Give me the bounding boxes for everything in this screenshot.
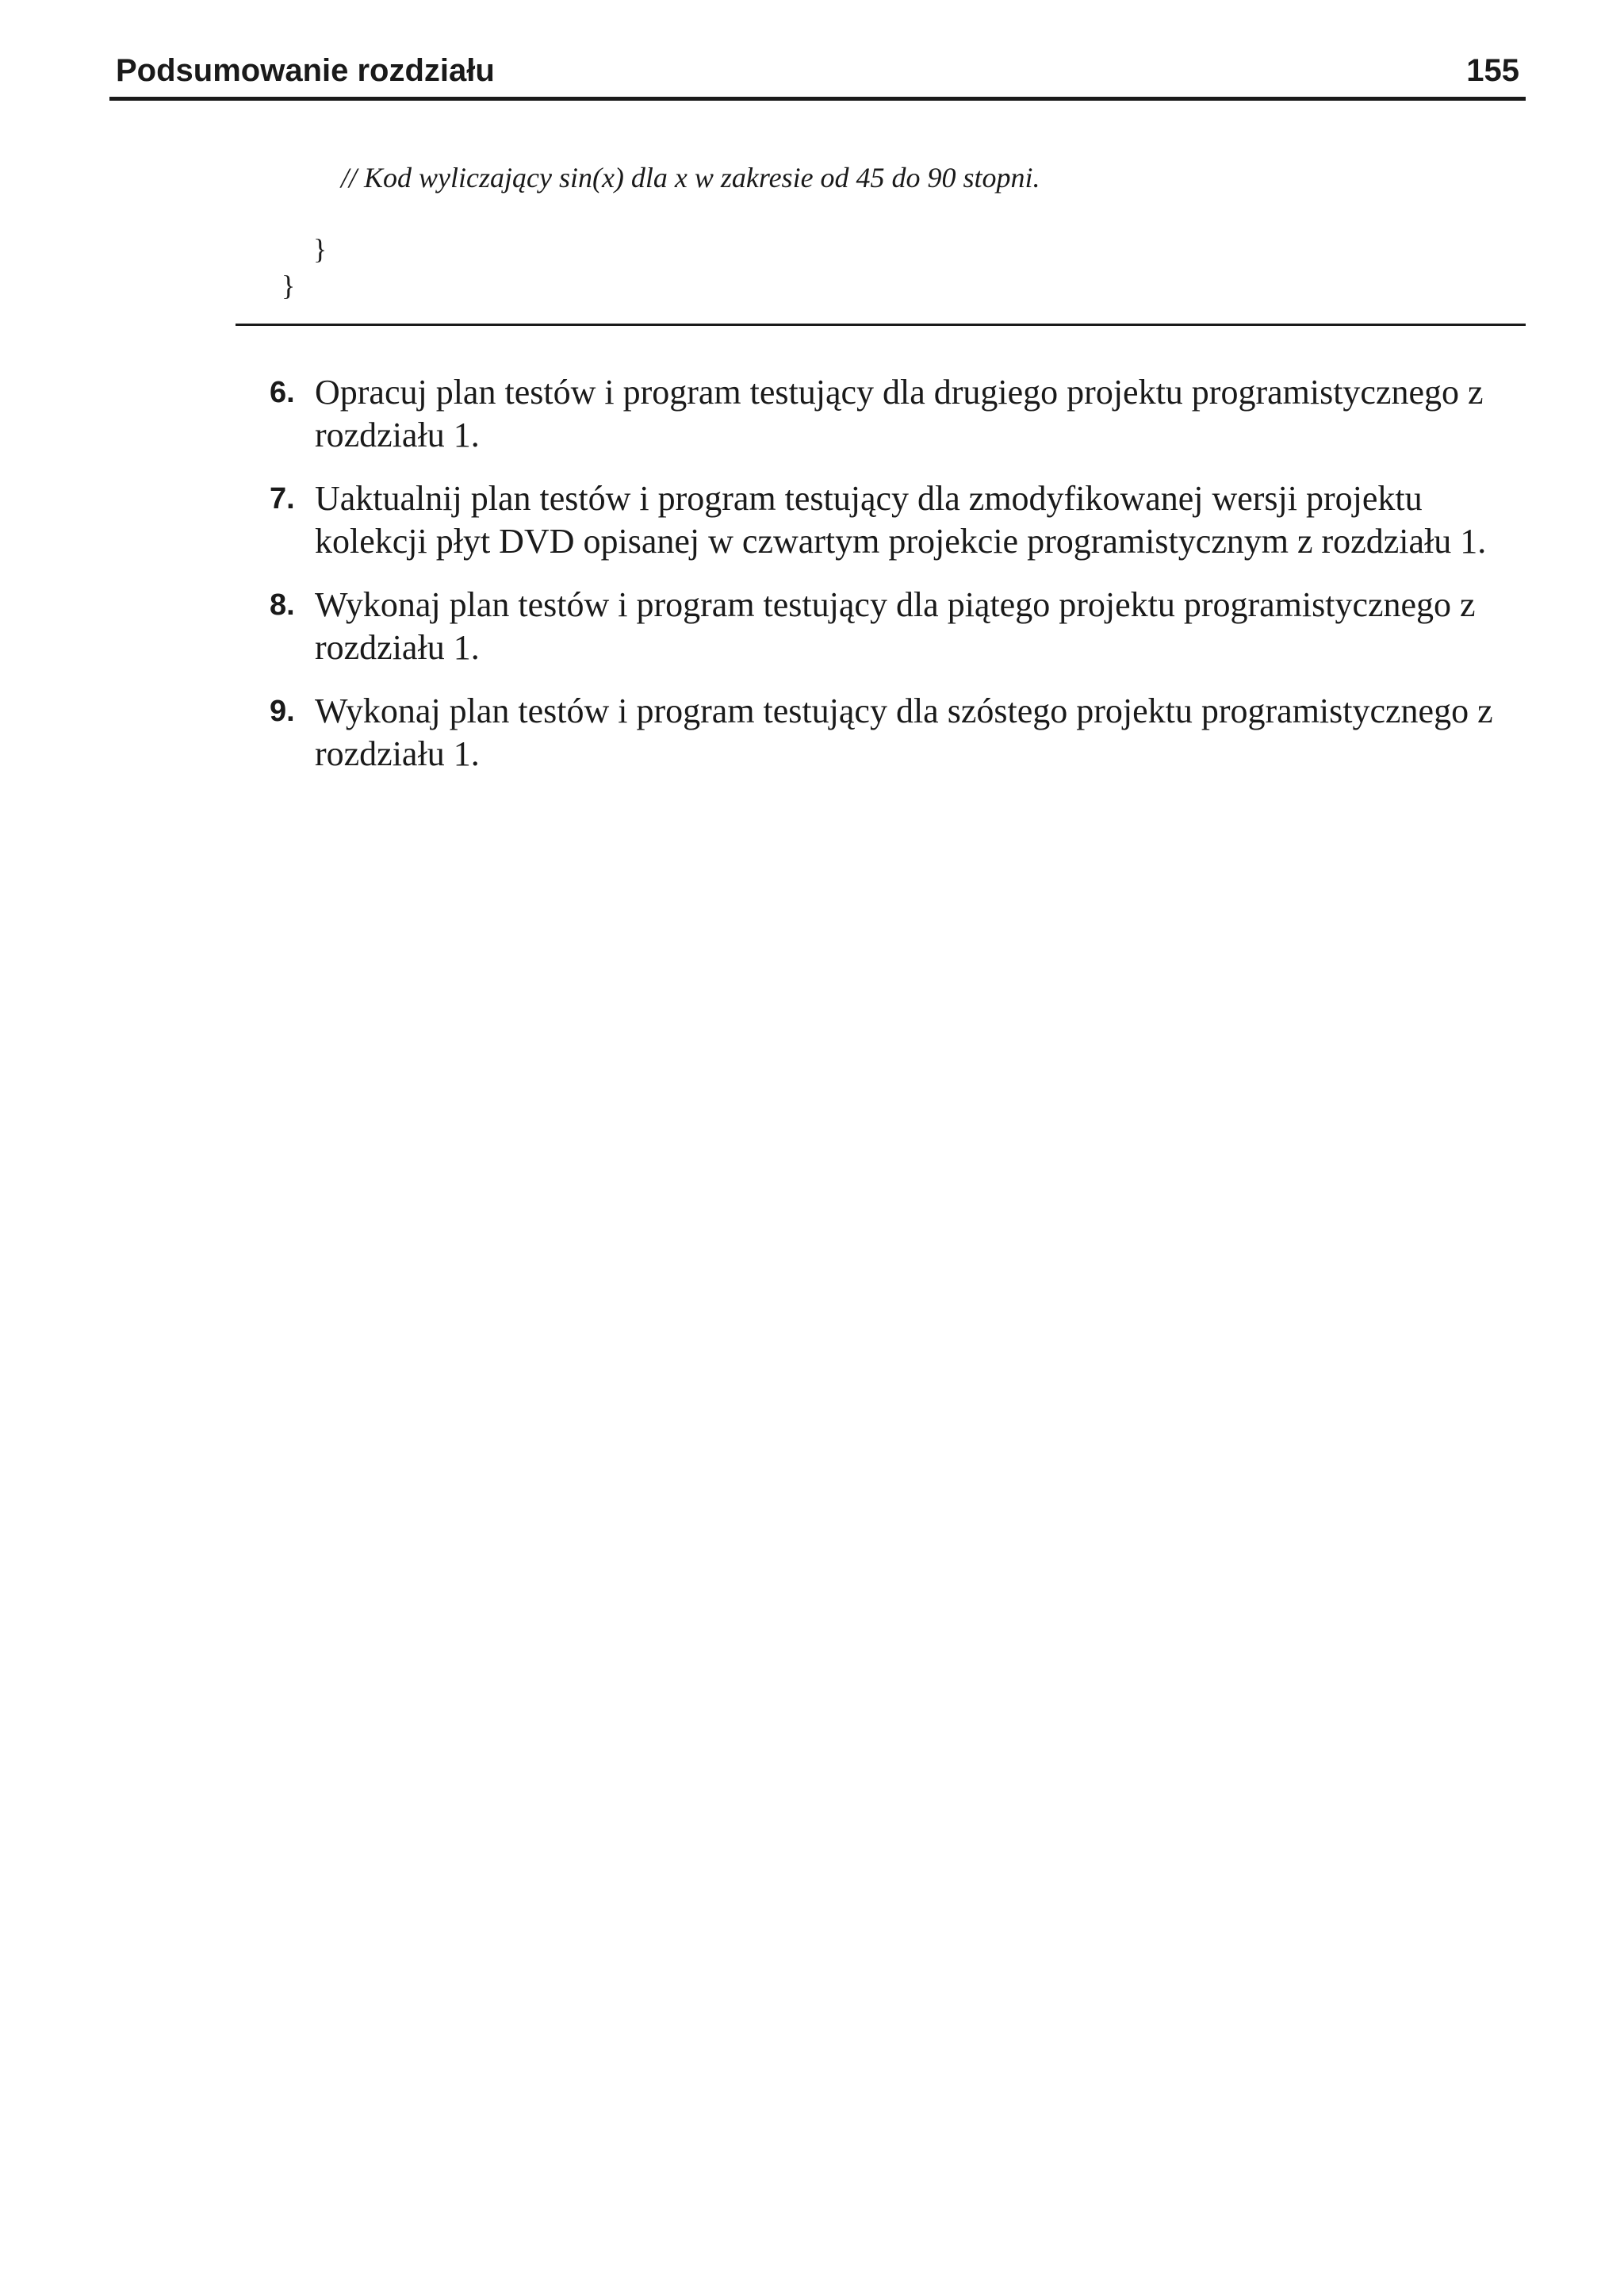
page-number: 155: [1466, 53, 1519, 88]
running-header: [109, 49, 1526, 101]
exercise-text: Opracuj plan testów i program testujący dla drugiego projektu programistycznego z rozdziału 1.: [315, 373, 1484, 454]
chapter-title: Podsumowanie rozdziału: [116, 53, 495, 88]
exercise-number: 9.: [270, 695, 295, 728]
exercise-text: Wykonaj plan testów i program testujący dla piątego projektu programistycznego z rozdziału 1.: [315, 585, 1476, 667]
exercise-text: Uaktualnij plan testów i program testujący dla zmodyfikowanej wersji projektu kolekcji płyt DVD opisanej w czwartym projekcie programistycznym z rozdziału 1.: [315, 479, 1487, 561]
code-closing-brace-inner: }: [313, 233, 327, 265]
exercise-number: 6.: [270, 376, 295, 409]
exercise-number: 8.: [270, 588, 295, 622]
code-comment: // Kod wyliczający sin(x) dla x w zakresie od 45 do 90 stopni.: [341, 162, 1040, 193]
listing-end-rule: [236, 324, 1526, 326]
code-closing-brace-outer: }: [282, 270, 296, 301]
exercise-text: Wykonaj plan testów i program testujący dla szóstego projektu programistycznego z rozdziału 1.: [315, 692, 1493, 773]
exercise-number: 7.: [270, 482, 295, 515]
